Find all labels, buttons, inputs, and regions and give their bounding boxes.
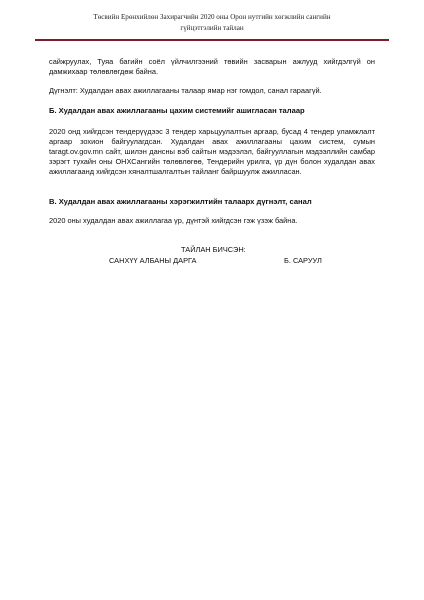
signature-position: САНХҮҮ АЛБАНЫ ДАРГА xyxy=(109,256,197,265)
paragraph-conclusion: Дүгнэлт: Худалдан авах ажиллагааны талаар ямар нэг гомдол, санал гараагүй. xyxy=(49,86,322,95)
paragraph-section-v: 2020 оны худалдан авах ажиллагаа үр, дүнтэй хийгдсэн гэж үзэж байна. xyxy=(49,216,298,225)
signature-title: ТАЙЛАН БИЧСЭН: xyxy=(181,245,246,254)
paragraph-section-b: 2020 онд хийгдсэн тендерүүдээс 3 тендер харьцуулалтын аргаар, бусад 4 тендер уламжлалт аргаар зохион байгуулагдсан. Худалдан авах ажиллагааны цахим систем, сумын taragt.ov.gov.mn сайт, шилэн дансны вэб сайтын мэдээлэл, байгууллагын мэдээллийн самбар зэрэгт тухайн оны ОНХСангийн төлөвлөгөө, Тендерийн урилга, үр дүн болон худалдан авах ажиллагаанд хийгдсэн хяналтшалгалтын тайланг байршуулж ажилласан. xyxy=(49,127,375,176)
signature-name: Б. САРУУЛ xyxy=(284,256,322,265)
header-divider xyxy=(35,39,389,41)
page-header xyxy=(40,12,384,34)
header-title-line-1: Төсвийн Ерөнхийлөн Захирагчийн 2020 оны Орон нутгийн хөгжлийн сангийн xyxy=(93,13,331,21)
paragraph-continuation: сайжруулах, Туяа багийн соёл үйлчилгээний төвийн засварын ажлууд хийгдэлгүй он дамжихаар төлөвлөгдөж байна. xyxy=(49,57,375,76)
section-heading-b: Б. Худалдан авах ажиллагааны цахим системийг ашигласан талаар xyxy=(49,106,305,115)
header-title-line-2: гүйцэтгэлийн тайлан xyxy=(180,24,244,32)
section-heading-v: В. Худалдан авах ажиллагааны хэрэгжилтийн талаарх дүгнэлт, санал xyxy=(49,197,312,206)
